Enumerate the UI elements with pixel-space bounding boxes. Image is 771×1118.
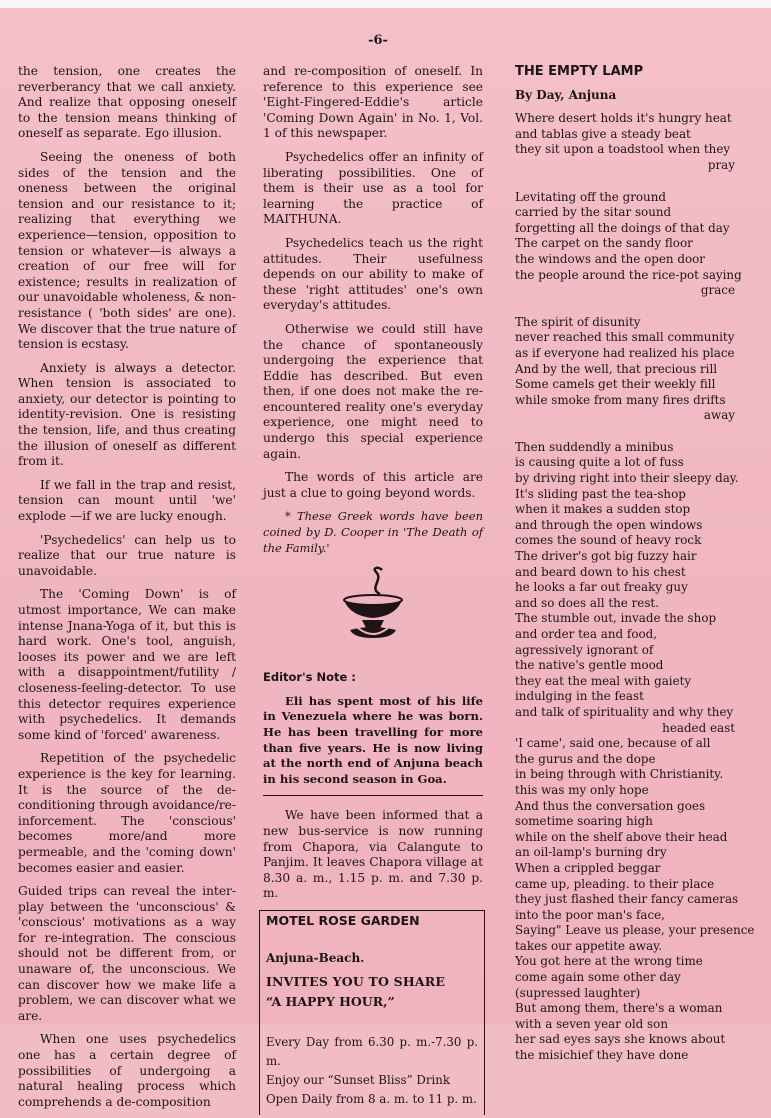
- motel-advertisement: [259, 910, 485, 1115]
- article-paragraph: Psychedelics teach us the right attitudes. Their usefulness depends on our ability to make of these 'right attitudes' one's own everyday's attitudes.: [263, 235, 483, 313]
- poem-line: her sad eyes says she knows about: [515, 1032, 726, 1047]
- poem-line: The stumble out, invade the shop: [515, 611, 717, 626]
- poem-line: never reached this small community: [515, 330, 735, 345]
- poem-line: away: [703, 408, 735, 423]
- poem-line: Where desert holds it's hungry heat: [515, 111, 732, 126]
- stanza-gap: [515, 424, 735, 440]
- scan-edge: [0, 0, 771, 8]
- article-paragraph: Anxiety is always a detector. When tension is associated to anxiety, our detector is pointing to identity-revision. One is resisting the tension, life, and thus creating the illusion of oneself as different from it.: [18, 360, 236, 469]
- poem-line: indulging in the feast: [515, 689, 644, 704]
- poem-byline: By Day, Anjuna: [515, 87, 617, 102]
- oil-lamp-icon: [328, 564, 418, 646]
- article-paragraph: and re-composition of oneself. In reference to this experience see 'Eight-Fingered-Eddie's article 'Coming Down Again' in No. 1, Vol. 1 of this newspaper.: [263, 64, 483, 141]
- poem-line: pray: [707, 157, 735, 172]
- poem-line: You got here at the wrong time: [515, 954, 703, 969]
- article-column-1: [18, 64, 236, 1118]
- ad-line: Open Daily from 8 a. m. to 11 p. m.: [266, 1092, 477, 1107]
- article-paragraph: The words of this article are just a clue to going beyond words.: [263, 470, 483, 500]
- article-column-2: [263, 64, 483, 1115]
- editor-note-heading: Editor's Note :: [263, 670, 356, 685]
- poem-line: Then suddendly a minibus: [515, 439, 674, 454]
- poem-line: Levitating off the ground: [515, 189, 666, 204]
- poem-line: and talk of spirituality and why they: [515, 704, 734, 719]
- poem-line: with a seven year old son: [515, 1016, 668, 1031]
- poem-line: in being through with Christianity.: [515, 767, 724, 782]
- poem-line: But among them, there's a woman: [515, 1001, 723, 1016]
- poem-line: the misichief they have done: [515, 1048, 689, 1063]
- poem-line: And by the well, that precious rill: [515, 361, 718, 376]
- poem-line: the windows and the open door: [515, 251, 705, 266]
- article-paragraph: the tension, one creates the reverberancy that we call anxiety. And realize that opposing oneself to the tension means thinking of oneself as separate. Ego illusion.: [18, 64, 236, 141]
- poem-line: The spirit of disunity: [515, 314, 641, 329]
- poem-line: while on the shelf above their head: [515, 829, 728, 844]
- poem-line: headed east: [662, 720, 735, 735]
- poem-line: they eat the meal with gaiety: [515, 673, 692, 688]
- poem-line: came up, pleading. to their place: [515, 876, 715, 891]
- ad-title: MOTEL ROSE GARDEN: [266, 912, 420, 928]
- poem-line: takes our appetite away.: [515, 938, 663, 953]
- poem-line: sometime soaring high: [515, 814, 653, 829]
- stanza-gap: [515, 174, 735, 190]
- poem-line: carried by the sitar sound: [515, 205, 672, 220]
- poem-line: he looks a far out freaky guy: [515, 580, 688, 595]
- poem-line: and order tea and food,: [515, 627, 658, 641]
- poem-line: and beard down to his chest: [515, 564, 686, 579]
- poem-line: (supressed laughter): [515, 985, 641, 1000]
- poem-line: the gurus and the dope: [515, 751, 656, 766]
- article-paragraph: Repetition of the psychedelic experience is the key for learning. It is the source of the de-conditioning through avoidance/re-inforcement. The 'conscious' becomes more/and more permeable, and the 'coming down' becomes easier and easier.: [18, 751, 237, 875]
- article-paragraph: If we fall in the trap and resist, tension can mount until 'we' explode —if we are lucky enough.: [18, 477, 236, 524]
- poem-line: and through the open windows: [515, 517, 703, 532]
- ad-line: Every Day from 6.30 p. m.-7.30 p. m.: [266, 1035, 478, 1069]
- article-paragraph: Seeing the oneness of both sides of the tension and the oneness between the original tension and our resistance to it; realizing that everything we experience—tension, opposition to tension or whatever—is always a creation of our free will for existence; results in realization of our unavoidable wholeness, & non-resistance ( 'both sides' are one). We discover that the true nature of tension is ecstasy.: [18, 149, 236, 352]
- poem-line: When a crippled beggar: [515, 860, 661, 875]
- poem-line: into the poor man's face,: [515, 907, 665, 922]
- poem-title: THE EMPTY LAMP: [515, 64, 644, 79]
- poem-line: grace: [700, 283, 735, 298]
- poem-line: an oil-lamp's burning dry: [515, 845, 667, 860]
- poem-line: this was my only hope: [515, 782, 649, 797]
- poem-line: The carpet on the sandy floor: [515, 236, 693, 251]
- article-paragraph: Psychedelics offer an infinity of liberating possibilities. One of them is their use as a tool for learning the practice of MAITHUNA.: [263, 149, 483, 227]
- article-paragraph: When one uses psychedelics one has a certain degree of possibilities of undergoing a natural healing process which comprehends a de-composition: [18, 1032, 236, 1109]
- poem-line: is causing quite a lot of fuss: [515, 455, 684, 470]
- footnote: * These Greek words have been coined by D. Cooper in 'The Death of the Family.': [263, 509, 483, 555]
- poem-column: [515, 64, 755, 1064]
- ad-happy-hour: “A HAPPY HOUR,”: [266, 993, 395, 1009]
- poem-line: forgetting all the doings of that day: [515, 220, 730, 235]
- article-paragraph: 'Psychedelics' can help us to realize that our true nature is unavoidable.: [18, 532, 236, 578]
- poem-line: comes the sound of heavy rock: [515, 533, 702, 548]
- poem-line: the people around the rice-pot saying: [515, 267, 742, 282]
- page-number: -6-: [368, 33, 388, 48]
- ad-location: Anjuna-Beach.: [266, 950, 365, 965]
- article-paragraph: The 'Coming Down' is of utmost importance, We can make intense Jnana-Yoga of it, but this is hard work. One's tool, anguish, looses its power and we are left with a disappointment/futility / closeness-feeling-detector. To use this detector requires experience with psychedelics. It demands some kind of 'forced' awareness.: [18, 587, 236, 742]
- poem-line: 'I came', said one, because of all: [515, 736, 711, 751]
- poem-line: by driving right into their sleepy day.: [515, 471, 739, 486]
- poem-line: It's sliding past the tea-shop: [515, 486, 686, 501]
- poem-line: come again some other day: [515, 970, 681, 985]
- poem-line: as if everyone had realized his place: [515, 345, 735, 360]
- poem-line: the native's gentle mood: [515, 658, 664, 673]
- poem-line: when it makes a sudden stop: [515, 502, 691, 517]
- poem-line: agressively ignorant of: [515, 642, 654, 657]
- poem-line: they just flashed their fancy cameras: [515, 892, 739, 907]
- article-paragraph: Guided trips can reveal the inter-play between the 'unconscious' & 'conscious' motivations as a way for re-integration. The conscious should not be different from, or unaware of, the unconscious. We can discover how we make life a problem, we can discover what we are.: [18, 884, 236, 1023]
- article-paragraph: Otherwise we could still have the chance of spontaneously undergoing the experience that Eddie has described. But even then, if one does not make the re-encountered reality one's everyday experience, one might need to undergo this special experience again.: [263, 321, 483, 461]
- poem-line: they sit upon a toadstool when they: [515, 142, 731, 157]
- poem-line: And thus the conversation goes: [515, 798, 706, 813]
- poem-line: The driver's got big fuzzy hair: [515, 549, 697, 564]
- poem-body: [515, 111, 755, 1063]
- stanza-gap: [515, 299, 735, 315]
- poem-line: and so does all the rest.: [515, 595, 659, 610]
- bus-notice: We have been informed that a new bus-service is now running from Chapora, via Calangute to Panjim. It leaves Chapora village at 8.30 a. m., 1.15 p. m. and 7.30 p. m.: [263, 808, 483, 901]
- editor-note-body: Eli has spent most of his life in Venezuela where he was born. He has been travelling for more than five years. He is now living at the north end of Anjuna beach in his second season in Goa.: [263, 693, 483, 786]
- poem-line: Some camels get their weekly fill: [515, 377, 716, 392]
- poem-line: and tablas give a steady beat: [515, 126, 691, 141]
- poem-line: while smoke from many fires drifts: [515, 392, 726, 407]
- ad-line: Enjoy our “Sunset Bliss” Drink: [266, 1073, 451, 1088]
- divider: [263, 795, 483, 796]
- ad-invite: INVITES YOU TO SHARE: [266, 974, 446, 990]
- poem-line: Saying" Leave us please, your presence: [515, 923, 755, 938]
